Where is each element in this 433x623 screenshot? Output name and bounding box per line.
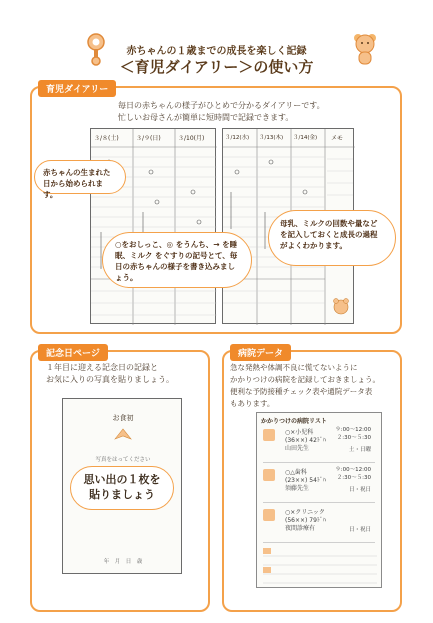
memorial-intro-2: お気に入りの写真を貼りましょう。 [46, 375, 174, 384]
diary-intro-1: 毎日の赤ちゃんの様子がひとめで分かるダイアリーです。 [118, 101, 325, 110]
diary-left-date-1: ３/８(土) [94, 135, 119, 142]
hospital-intro-2: かかりつけの病院を記録しておきましょう。 [230, 375, 380, 384]
diary-intro-2: 忙しいお母さんが簡単に短時間で記録できます。 [118, 113, 294, 122]
diary-right-date-2: ３/13(木) [259, 135, 284, 141]
hospital-entry-1-pm: ２:30～５:30 [336, 435, 371, 441]
hospital-intro-1: 急な発熱や体調不良に慌てないように [230, 363, 358, 372]
callout-photo-line1: 思い出の１枚を [83, 473, 161, 486]
diary-left-date-2: ３/９(日) [136, 135, 161, 142]
hospital-list-title: かかりつけの病院リスト [261, 418, 327, 425]
memorial-page-heading: お食初 [112, 414, 134, 422]
callout-symbols [102, 232, 252, 288]
diary-left-date-3: ３/10(月) [178, 135, 205, 142]
hospital-entry-1-name: ○×小児科 [285, 429, 314, 436]
page-title: ＜育児ダイアリー＞の使い方 [119, 58, 314, 76]
hospital-entry-1-am: ９:00～12:00 [335, 427, 371, 433]
callout-milk [268, 210, 396, 266]
hospital-entry-2 [263, 467, 375, 503]
hospital-entry-3-tel: (56××) 79ﾄﾞﾊ [285, 517, 326, 524]
memorial-page-prompt: 写真をはってください [95, 457, 151, 463]
hospital-list-page [256, 412, 382, 588]
blank-entries [263, 547, 377, 585]
hospital-tag: 病院データ [230, 344, 291, 361]
hospital-icon [263, 429, 275, 441]
header-subtitle: 赤ちゃんの１歳までの成長を楽しく記録 [126, 46, 307, 57]
memorial-intro-1: １年目に迎える記念日の記録と [46, 363, 158, 372]
hospital-entry-2-am: ９:00～12:00 [335, 467, 371, 473]
hospital-entry-2-tel: (23××) 54ﾄﾞﾊ [285, 477, 326, 484]
hospital-entry-1-closed: 土・日曜 [348, 447, 371, 453]
hospital-entry-2-closed: 日・祝日 [348, 487, 371, 493]
diary-left-grid [91, 129, 217, 325]
callout-photo-line2: 貼りましょう [89, 488, 155, 501]
callout-symbols-text: ○をおしっこ、◎ をうんち、→ を睡眠、ミルク をぐすりの記号とて、毎日の赤ちゃんの様子を書き込みましょう。 [115, 240, 238, 282]
bear-sticker-icon [334, 299, 349, 315]
hospital-entry-3-closed: 日・祝日 [348, 527, 371, 533]
diary-page-left [90, 128, 216, 324]
callout-photo [70, 466, 174, 510]
diary-memo-label: メモ [331, 135, 344, 142]
diary-right-date-1: ３/12(水) [225, 135, 250, 141]
hospital-entry-2-pm: ２:30～５:30 [336, 475, 371, 481]
memorial-date-line: 年 月 日 歳 [103, 559, 143, 565]
hospital-entry-3-doctor: 夜間診療有 [285, 525, 316, 532]
hospital-icon [263, 469, 275, 481]
diary-right-date-3: ３/14(金) [293, 135, 318, 141]
hospital-intro-4: もあります。 [230, 399, 275, 408]
hospital-icon [263, 509, 275, 521]
hospital-entry-1-doctor: 山田先生 [285, 445, 310, 452]
paper-crane-icon [113, 427, 133, 443]
callout-birth-text: 赤ちゃんの生まれた日から始められます。 [43, 168, 111, 199]
hospital-entry-2-name: ○△歯科 [285, 469, 307, 476]
diary-tag: 育児ダイアリー [38, 80, 116, 97]
hospital-intro-3: 便利な予防接種チェック表や通院データ表 [230, 387, 373, 396]
hospital-entry-2-doctor: 須藤先生 [285, 485, 310, 492]
callout-birth [34, 160, 126, 199]
memorial-tag: 記念日ページ [38, 344, 108, 361]
hospital-entry-3 [263, 507, 375, 543]
hospital-entry-1-tel: (36××) 42ﾄﾞﾊ [285, 437, 326, 444]
callout-milk-text: 母乳、ミルクの回数や量などを記入しておくと成長の過程がよくわかります。 [280, 219, 378, 250]
hospital-entry-1 [263, 427, 375, 463]
hospital-entry-3-name: ○×クリニック [285, 509, 325, 516]
